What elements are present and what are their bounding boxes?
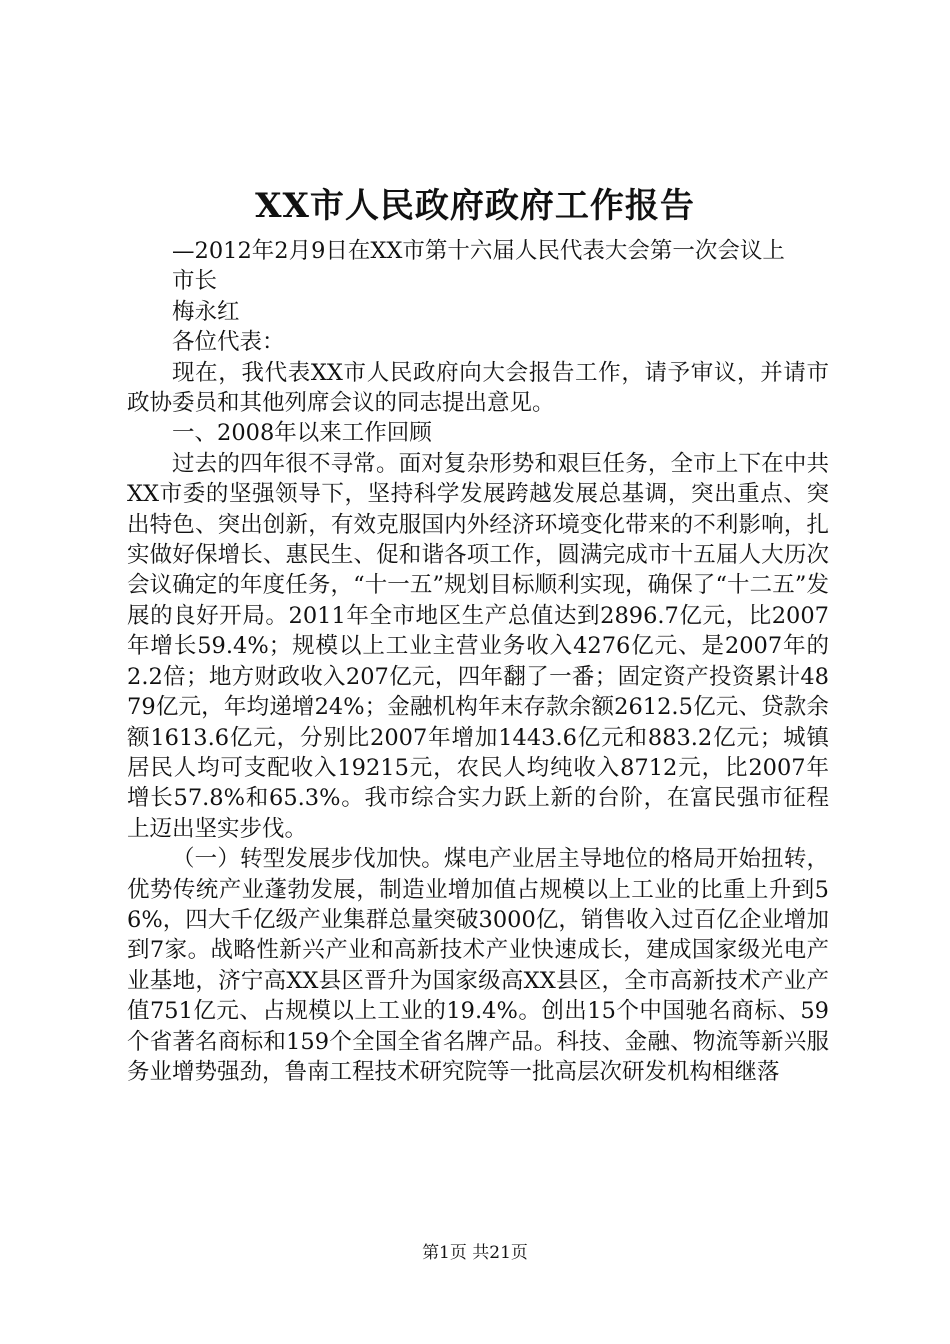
paragraph-review: 过去的四年很不寻常。面对复杂形势和艰巨任务，全市上下在中共XX市委的坚强领导下，坚持科学发展跨越发展总基调，突出重点、突出特色、突出创新，有效克服国内外经济环境变化带来的不利影响，扎实做好保增长、惠民生、促和谐各项工作，圆满完成市十五届人大历次会议确定的年度任务，“十一五”规划目标顺利实现，确保了“十二五”发展的良好开局。2011年全市地区生产总值达到2896.7亿元，比2007年增长59.4%；规模以上工业主营业务收入4276亿元、是2007年的2.2倍；地方财政收入207亿元，四年翻了一番；固定资产投资累计4879亿元，年均递增24%；金融机构年末存款余额2612.5亿元、贷款余额1613.6亿元，分别比2007年增加1443.6亿元和883.2亿元；城镇居民人均可支配收入19215元，农民人均纯收入8712元，比2007年增长57.8%和65.3%。我市综合实力跃上新的台阶，在富民强市征程上迈出坚实步伐。 [127, 450, 829, 842]
paragraph-transformation: （一）转型发展步伐加快。煤电产业居主导地位的格局开始扭转，优势传统产业蓬勃发展，制造业增加值占规模以上工业的比重上升到56%，四大千亿级产业集群总量突破3000亿，销售收入过百亿企业增加到7家。战略性新兴产业和高新技术产业快速成长，建成国家级光电产业基地，济宁高XX县区晋升为国家级高XX县区，全市高新技术产业产值751亿元、占规模以上工业的19.4%。创出15个中国驰名商标、59个省著名商标和159个全国全省名牌产品。科技、金融、物流等新兴服务业增势强劲，鲁南工程技术研究院等一批高层次研发机构相继落 [127, 846, 829, 1085]
page-number-footer: 第1页 共21页 [422, 1243, 528, 1263]
paragraph-intro: 现在，我代表XX市人民政府向大会报告工作，请予审议，并请市政协委员和其他列席会议的同志提出意见。 [127, 359, 829, 417]
document-body [127, 236, 829, 1087]
section-heading: 一、2008年以来工作回顾 [172, 420, 432, 447]
page-title: XX市人民政府政府工作报告 [255, 186, 695, 226]
paragraph-speaker: 梅永红 [172, 298, 240, 325]
paragraph-dateline: —2012年2月9日在XX市第十六届人民代表大会第一次会议上 [172, 238, 785, 264]
paragraph-salutation: 各位代表： [172, 329, 285, 356]
paragraph-position: 市长 [172, 268, 218, 295]
